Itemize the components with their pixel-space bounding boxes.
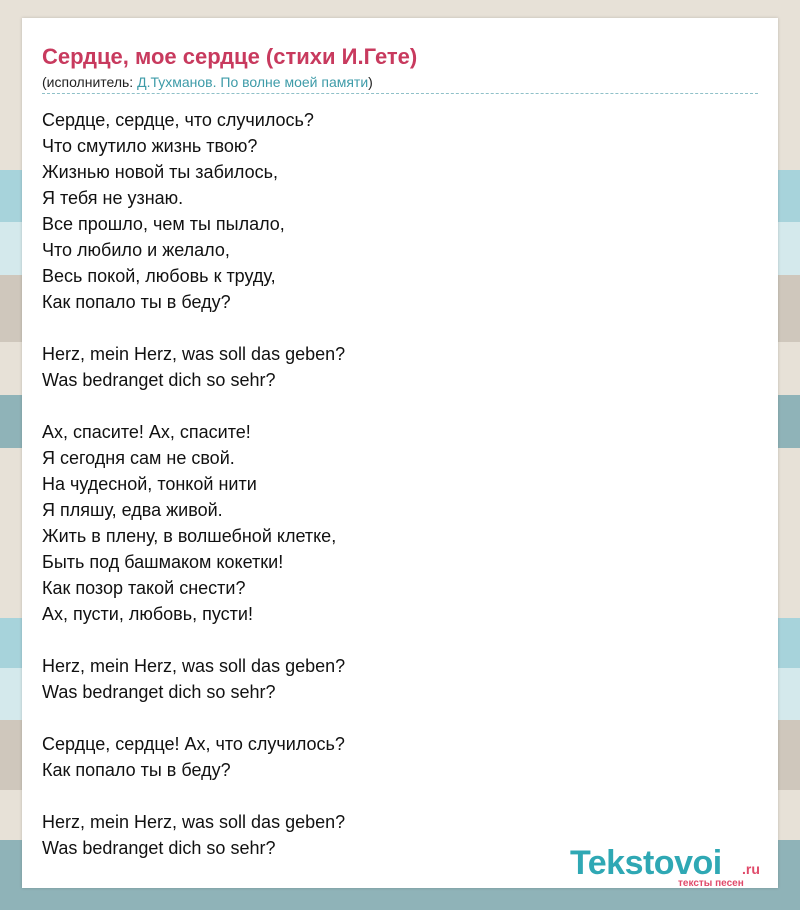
lyrics-line: Ах, спасите! Ах, спасите! [42, 422, 251, 442]
lyrics-blank-line [42, 315, 345, 341]
site-logo[interactable] [570, 844, 780, 890]
lyrics-line: Was bedranget dich so sehr? [42, 682, 276, 702]
lyrics-line: Herz, mein Herz, was soll das geben? [42, 812, 346, 832]
logo-wordmark: Tekstovoi [570, 844, 722, 882]
lyrics-line: Как попало ты в беду? [42, 292, 231, 312]
logo-domain: .ru [742, 861, 760, 877]
lyrics-line: Жизнью новой ты забилось, [42, 162, 279, 182]
lyrics-line: Что любило и желало, [42, 240, 230, 260]
lyrics-line: Я тебя не узнаю. [42, 188, 184, 208]
lyrics-line: Сердце, сердце! Ах, что случилось? [42, 734, 345, 754]
logo-tagline: тексты песен [678, 878, 744, 889]
lyrics-line: Как попало ты в беду? [42, 760, 231, 780]
lyrics-line: Жить в плену, в волшебной клетке, [42, 526, 337, 546]
lyrics-text [42, 107, 345, 861]
lyrics-card [22, 18, 778, 888]
lyrics-blank-line [42, 627, 345, 653]
lyrics-line: Was bedranget dich so sehr? [42, 838, 276, 858]
performer-line [42, 74, 758, 94]
lyrics-line: Быть под башмаком кокетки! [42, 552, 284, 572]
page-title: Сердце, мое сердце (стихи И.Гете) [42, 44, 418, 69]
lyrics-line: Я пляшу, едва живой. [42, 500, 223, 520]
lyrics-line: На чудесной, тонкой нити [42, 474, 257, 494]
performer-link[interactable]: Д.Тухманов. По волне моей памяти [137, 74, 369, 90]
lyrics-line: Что смутило жизнь твою? [42, 136, 258, 156]
lyrics-line: Как позор такой снести? [42, 578, 246, 598]
performer-suffix: ) [368, 74, 373, 90]
lyrics-blank-line [42, 783, 345, 809]
lyrics-line: Was bedranget dich so sehr? [42, 370, 276, 390]
lyrics-blank-line [42, 393, 345, 419]
lyrics-blank-line [42, 705, 345, 731]
lyrics-line: Herz, mein Herz, was soll das geben? [42, 344, 346, 364]
performer-prefix: (исполнитель: [42, 74, 138, 90]
lyrics-line: Все прошло, чем ты пылало, [42, 214, 285, 234]
lyrics-line: Я сегодня сам не свой. [42, 448, 235, 468]
lyrics-line: Сердце, сердце, что случилось? [42, 110, 314, 130]
lyrics-line: Ах, пусти, любовь, пусти! [42, 604, 253, 624]
lyrics-line: Herz, mein Herz, was soll das geben? [42, 656, 346, 676]
lyrics-line: Весь покой, любовь к труду, [42, 266, 276, 286]
